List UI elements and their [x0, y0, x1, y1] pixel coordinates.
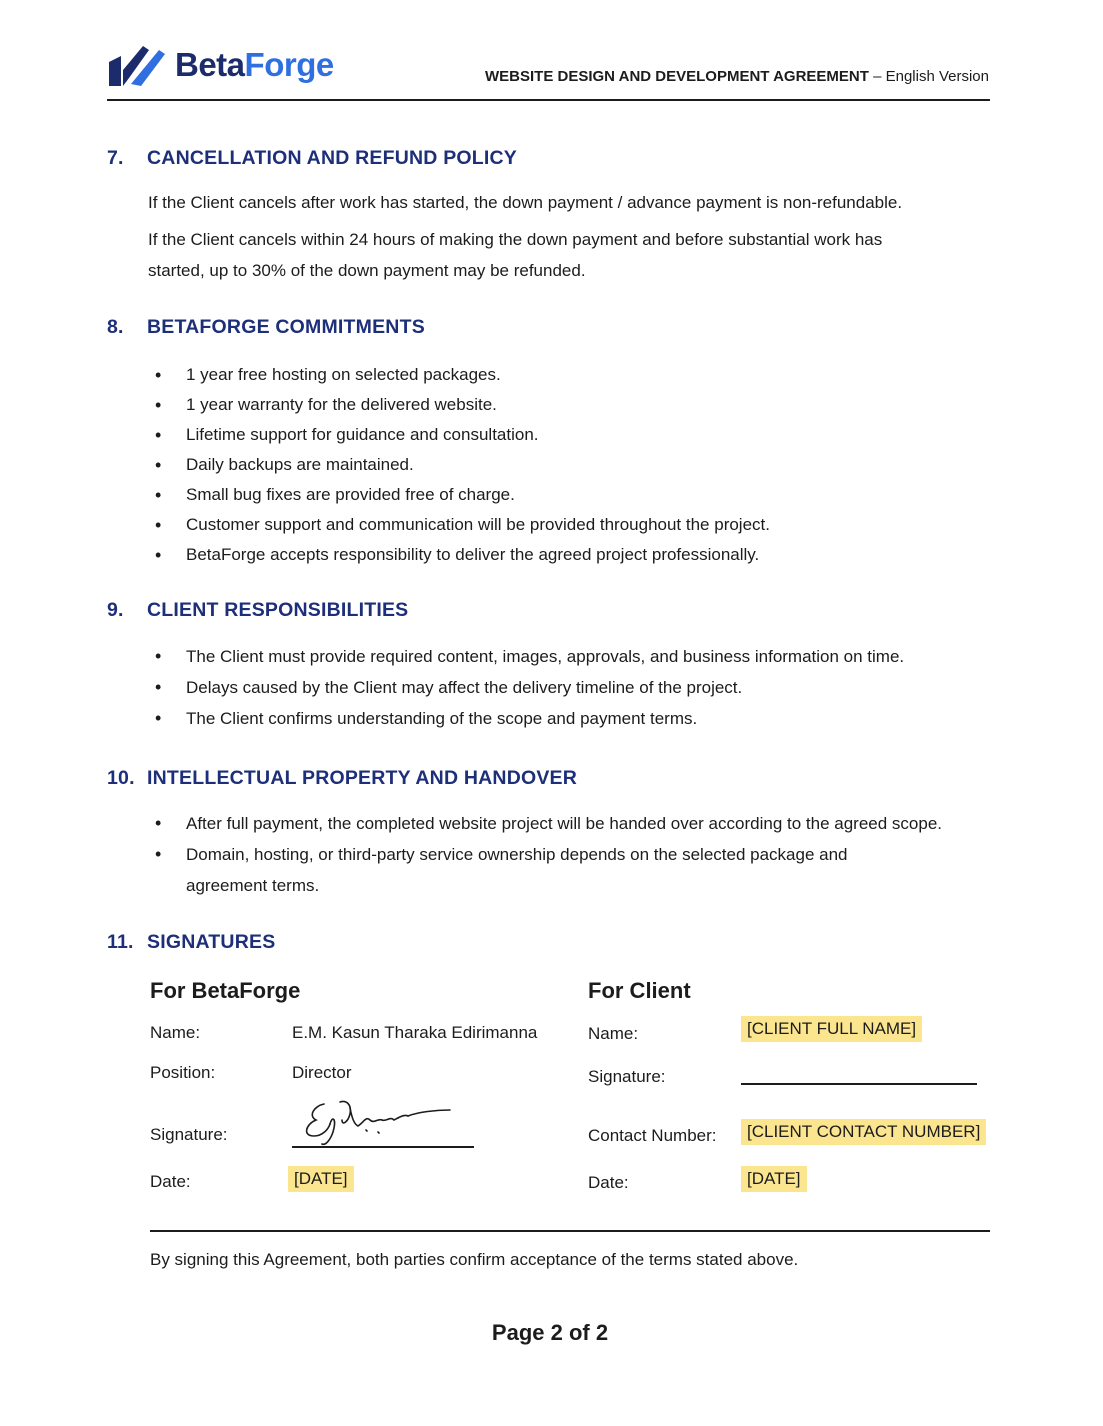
handwritten-signature-icon: [296, 1094, 456, 1152]
section-number: 10.: [107, 767, 135, 789]
betaforge-date-label: Date:: [150, 1172, 191, 1191]
betaforge-position-value: Director: [292, 1063, 352, 1082]
document-title-main: WEBSITE DESIGN AND DEVELOPMENT AGREEMENT: [485, 68, 869, 85]
client-date-field[interactable]: [DATE]: [741, 1166, 807, 1192]
section-8-heading: [107, 316, 425, 339]
section-title: CLIENT RESPONSIBILITIES: [147, 599, 409, 621]
client-contact-label: Contact Number:: [588, 1126, 717, 1145]
section-9-heading: [107, 599, 408, 622]
list-item: • Customer support and communication will be provided throughout the project.: [150, 510, 970, 540]
list-item: • Daily backups are maintained.: [150, 450, 970, 480]
client-name-label: Name:: [588, 1024, 639, 1043]
section-7-paragraph-1: If the Client cancels after work has started, the down payment / advance payment is non-refundable.: [148, 193, 903, 212]
betaforge-signature-label: Signature:: [150, 1125, 228, 1144]
client-signature-label: Signature:: [588, 1067, 666, 1086]
list-item: • The Client must provide required content, images, approvals, and business information on time.: [150, 641, 970, 672]
section-number: 11.: [107, 931, 134, 953]
document-title: [485, 68, 989, 85]
footer-divider: [150, 1230, 990, 1232]
logo-word-beta: Beta: [175, 46, 245, 83]
section-number: 8.: [107, 316, 124, 338]
list-item: • Domain, hosting, or third-party service ownership depends on the selected package and agreement terms.: [150, 839, 866, 901]
betaforge-name-label: Name:: [150, 1023, 201, 1042]
list-item: • Lifetime support for guidance and consultation.: [150, 420, 970, 450]
client-signature-title: For Client: [588, 978, 691, 1003]
section-title: CANCELLATION AND REFUND POLICY: [147, 147, 517, 169]
betaforge-date-field[interactable]: [DATE]: [288, 1166, 354, 1192]
list-item: • Delays caused by the Client may affect the delivery timeline of the project.: [150, 672, 970, 703]
header-divider: [107, 99, 990, 101]
list-item: • Small bug fixes are provided free of charge.: [150, 480, 970, 510]
list-item: • 1 year free hosting on selected packages.: [150, 360, 970, 390]
client-date-label: Date:: [588, 1173, 629, 1192]
logo-word-forge: Forge: [244, 46, 334, 83]
betaforge-name-value: E.M. Kasun Tharaka Edirimanna: [292, 1023, 538, 1042]
list-item: • After full payment, the completed website project will be handed over according to the agreed scope.: [150, 808, 970, 839]
section-7-heading: [107, 147, 517, 170]
section-title: SIGNATURES: [147, 931, 276, 953]
document-version: – English Version: [868, 68, 989, 85]
list-item: • The Client confirms understanding of the scope and payment terms.: [150, 703, 970, 734]
section-title: BETAFORGE COMMITMENTS: [147, 316, 425, 338]
betaforge-signature-title: For BetaForge: [150, 978, 301, 1003]
section-number: 9.: [107, 599, 124, 621]
commitments-list: [150, 360, 970, 570]
acceptance-statement: By signing this Agreement, both parties confirm acceptance of the terms stated above.: [150, 1250, 799, 1269]
client-name-field[interactable]: [CLIENT FULL NAME]: [741, 1016, 922, 1042]
list-item: • 1 year warranty for the delivered website.: [150, 390, 970, 420]
company-logo: [107, 38, 334, 92]
section-10-heading: [107, 767, 577, 790]
logo-wordmark: [175, 46, 334, 84]
section-number: 7.: [107, 147, 124, 169]
section-title: INTELLECTUAL PROPERTY AND HANDOVER: [147, 767, 578, 789]
client-contact-field[interactable]: [CLIENT CONTACT NUMBER]: [741, 1119, 986, 1145]
ip-handover-list: [150, 808, 970, 901]
client-signature-line[interactable]: [741, 1083, 977, 1085]
section-11-heading: [107, 931, 275, 954]
betaforge-position-label: Position:: [150, 1063, 216, 1082]
responsibilities-list: [150, 641, 970, 734]
page-number: Page 2 of 2: [491, 1320, 609, 1345]
betaforge-signature-line: [292, 1146, 474, 1148]
betaforge-logo-icon: [107, 40, 169, 90]
list-item: • BetaForge accepts responsibility to deliver the agreed project professionally.: [150, 540, 970, 570]
section-7-paragraph-2: If the Client cancels within 24 hours of making the down payment and before substantial work has started, up to 30% of the down payment may be refunded.: [148, 230, 883, 280]
